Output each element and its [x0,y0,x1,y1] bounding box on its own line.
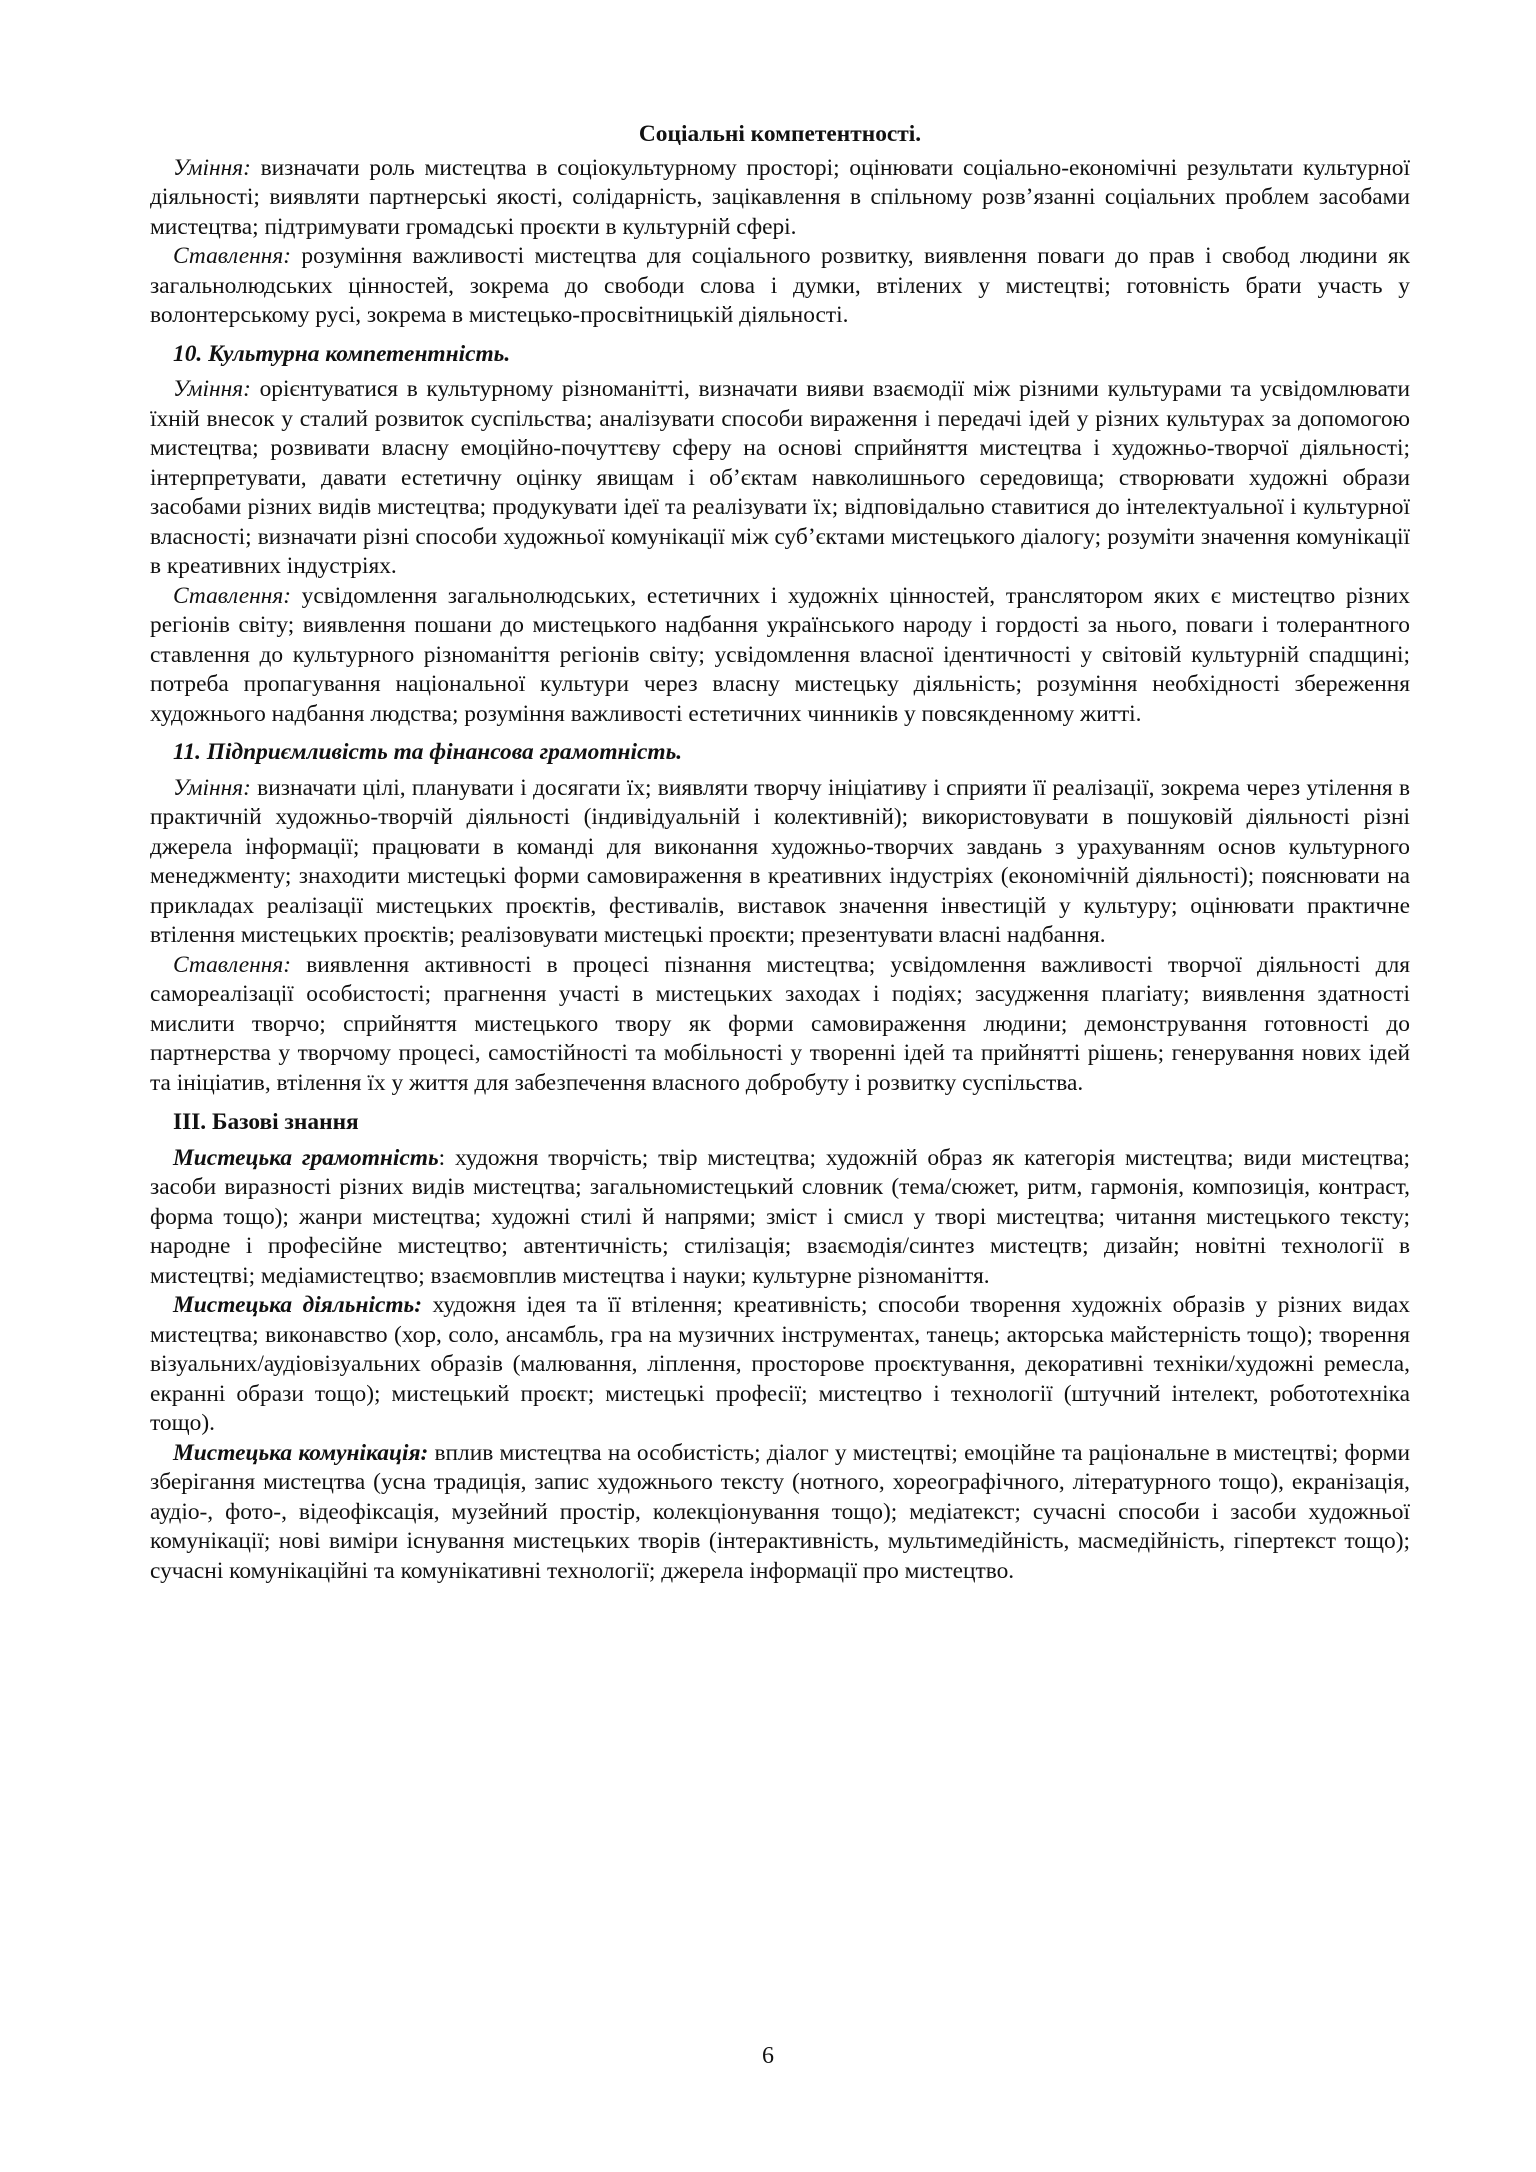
art-activity-text: художня ідея та її втілення; креативність; способи творення художніх образів у різних видах мистецтва; виконавство (хор, соло, ансамбль, гра на музичних інструментах, танець; акторська майстерність тощо); творення візуальних/аудіовізуальних образів (малювання, ліплення, просторове проєктування, декоративні техніки/художні ремесла, екранні образи тощо); мистецький проєкт; мистецькі професії; мистецтво і технології (штучний інтелект, робототехніка тощо). [150,1292,1410,1436]
entrepreneurship-heading: 11. Підприємливість та фінансова грамотність. [173,739,683,765]
skills-label: Уміння: [173,154,251,181]
art-literacy-label: Мистецька грамотність [173,1144,439,1171]
cultural-attitudes-paragraph [150,582,1410,730]
skills-text: визначати роль мистецтва в соціокультурному просторі; оцінювати соціально-економічні результати культурної діяльності; виявляти партнерські якості, солідарність, зацікавлення в спільному розв’язанні соціальних проблем засобами мистецтва; підтримувати громадські проєкти в культурній сфері. [150,154,1410,240]
attitudes-text: розуміння важливості мистецтва для соціального розвитку, виявлення поваги до прав і свобод людини як загальнолюдських цінностей, зокрема до свободи слова і думки, втілених у мистецтві; готовність брати участь у волонтерському русі, зокрема в мистецько-просвітницькій діяльності. [150,243,1410,328]
art-literacy-paragraph [150,1144,1410,1292]
cultural-skills-paragraph [150,375,1410,582]
art-activity-paragraph [150,1291,1410,1439]
skills-label: Уміння: [173,376,251,402]
art-literacy-text: : художня творчість; твір мистецтва; художній образ як категорія мистецтва; види мистецтва; засоби виразності різних видів мистецтва; загальномистецький словник (тема/сюжет, ритм, гармонія, композиція, контраст, форма тощо); жанри мистецтва; художні стилі й напрями; зміст і смисл у творі мистецтва; читання мистецького тексту; народне і професійне мистецтво; автентичність; стилізація; взаємодія/синтез мистецтв; дизайн; новітні технології в мистецтві; медіамистецтво; взаємовплив мистецтва і науки; культурне різноманіття. [150,1144,1410,1289]
social-attitudes-paragraph [150,242,1410,331]
social-skills-paragraph [150,154,1410,243]
skills-label: Уміння: [173,774,251,801]
page-number: 6 [762,2043,774,2069]
attitudes-text: виявлення активності в процесі пізнання мистецтва; усвідомлення важливості творчої діяльності для самореалізації особистості; прагнення участі в мистецьких заходах і подіях; засудження плагіату; виявлення здатності мислити творчо; сприйняття мистецького твору як форми самовираження людини; демонстрування готовності до партнерства у творчому процесі, самостійності та мобільності у творенні ідей та прийнятті рішень; генерування нових ідей та ініціатив, втілення їх у життя для забезпечення власного добробуту і розвитку суспільства. [150,951,1410,1096]
attitudes-text: усвідомлення загальнолюдських, естетичних і художніх цінностей, транслятором яких є мистецтво різних регіонів світу; виявлення пошани до мистецького надбання українського народу і гордості за нього, поваги і толерантного ставлення до культурного різноманіття регіонів світу; усвідомлення власної ідентичності у світовій культурній спадщині; потреба пропагування національної культури через власну мистецьку діяльність; розуміння необхідності збереження художнього надбання людства; розуміння важливості естетичних чинників у повсякденному житті. [150,582,1410,727]
art-communication-text: вплив мистецтва на особистість; діалог у мистецтві; емоційне та раціональне в мистецтві; форми зберігання мистецтва (усна традиція, запис художнього тексту (нотного, хореографічного, літературного тощо), екранізація, аудіо-, фото-, відеофіксація, музейний простір, колекціонування тощо); медіатекст; сучасні способи і засоби художньої комунікації; нові виміри існування мистецьких творів (інтерактивність, мультимедійність, масмедійність, гіпертекст тощо); сучасні комунікаційні та комунікативні технології; джерела інформації про мистецтво. [150,1439,1410,1584]
entrepreneurship-skills-paragraph [150,774,1410,951]
art-communication-label: Мистецька комунікація: [173,1439,429,1466]
art-activity-label: Мистецька діяльність: [173,1292,422,1318]
attitudes-label: Ставлення: [173,951,291,978]
attitudes-label: Ставлення: [173,582,291,609]
document-page [150,120,1410,1586]
skills-text: визначати цілі, планувати і досягати їх; виявляти творчу ініціативу і сприяти її реалізації, зокрема через утілення в практичній художньо-творчій діяльності (індивідуальній і колективній); використовувати в пошуковій діяльності різні джерела інформації; працювати в команді для виконання художньо-творчих завдань з урахуванням основ культурного менеджменту; знаходити мистецькі форми самовираження в креативних індустріях (економічній діяльності); пояснювати на прикладах реалізації мистецьких проєктів, фестивалів, виставок значення інвестицій у культуру; оцінювати практичне втілення мистецьких проєктів; реалізовувати мистецькі проєкти; презентувати власні надбання. [150,774,1410,948]
social-competencies-heading: Соціальні компетентності. [638,121,922,147]
skills-text: орієнтуватися в культурному різноманітті, визначати вияви взаємодії між різними культурами та усвідомлювати їхній внесок у сталий розвиток суспільства; аналізувати способи вираження і передачі ідей у різних культурах за допомогою мистецтва; розвивати власну емоційно-почуттєву сферу на основі сприйняття мистецтва і художньо-творчої діяльності; інтерпретувати, давати естетичну оцінку явищам і об’єктам навколишнього середовища; створювати художні образи засобами різних видів мистецтва; продукувати ідеї та реалізувати їх; відповідально ставитися до інтелектуальної і культурної власності; визначати різні способи художньої комунікації між суб’єктами мистецького діалогу; розуміти значення комунікації в креативних індустріях. [150,376,1410,579]
cultural-competence-heading: 10. Культурна компетентність. [173,340,511,367]
basic-knowledge-heading: ІІІ. Базові знання [173,1109,359,1135]
attitudes-label: Ставлення: [173,243,291,269]
art-communication-paragraph [150,1439,1410,1587]
entrepreneurship-attitudes-paragraph [150,951,1410,1099]
